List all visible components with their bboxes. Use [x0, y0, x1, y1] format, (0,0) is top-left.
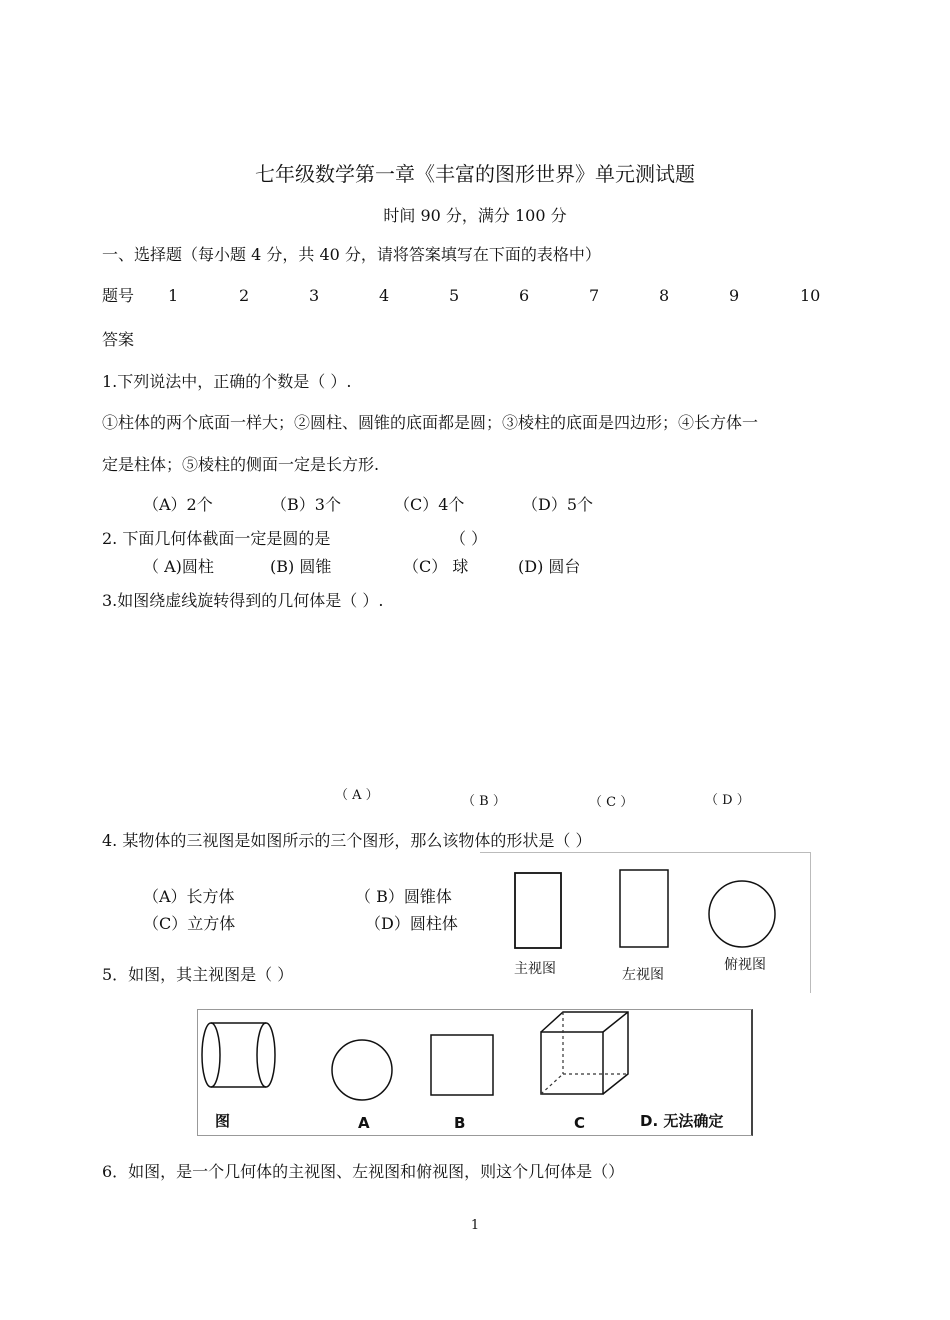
table-col-2: 2 — [239, 286, 250, 305]
q1-option-b: （B）3个 — [271, 495, 341, 514]
option-a-circle — [332, 1040, 392, 1100]
front-view-rect — [515, 873, 561, 948]
q4-stem: 4. 某物体的三视图是如图所示的三个图形，那么该物体的形状是（ ） — [102, 831, 592, 850]
q2-option-a: （ A)圆柱 — [143, 557, 214, 576]
q2-option-d: (D) 圆台 — [518, 557, 581, 576]
page-number: 1 — [470, 1218, 480, 1233]
q1-option-c: （C）4个 — [394, 495, 465, 514]
q5-label-d: D. 无法确定 — [640, 1112, 724, 1130]
q4-three-views-figure — [480, 852, 811, 993]
table-col-7: 7 — [589, 286, 600, 305]
q2-option-b: (B) 圆锥 — [270, 557, 332, 576]
q6-stem: 6．如图，是一个几何体的主视图、左视图和俯视图，则这个几何体是（） — [102, 1162, 625, 1181]
q3-stem: 3.如图绕虚线旋转得到的几何体是（ ）. — [102, 591, 384, 610]
option-c-cube — [541, 1012, 628, 1094]
table-col-8: 8 — [659, 286, 670, 305]
table-col-1: 1 — [168, 286, 179, 305]
q1-line1: ①柱体的两个底面一样大；②圆柱、圆锥的底面都是圆；③棱柱的底面是四边形；④长方体一 — [102, 413, 759, 432]
q5-label-c: C — [574, 1114, 586, 1132]
q4-option-a: （A）长方体 — [143, 887, 235, 906]
q5-label-a: A — [358, 1114, 370, 1132]
q4-option-c: （C）立方体 — [143, 914, 236, 933]
q1-line2: 定是柱体；⑤棱柱的侧面一定是长方形. — [102, 455, 380, 474]
q5-figure — [197, 1009, 753, 1136]
table-col-9: 9 — [729, 286, 740, 305]
table-col-10: 10 — [800, 286, 821, 305]
table-col-3: 3 — [309, 286, 320, 305]
option-b-square — [431, 1035, 493, 1095]
q3-label-b: （ B ） — [462, 794, 506, 809]
top-view-label: 俯视图 — [724, 957, 766, 973]
q2-option-c: （C） 球 — [403, 557, 469, 576]
section-heading: 一、选择题（每小题 4 分，共 40 分，请将答案填写在下面的表格中） — [102, 245, 601, 264]
q2-paren: （ ） — [450, 529, 488, 548]
q3-label-c: （ C ） — [589, 795, 634, 810]
table-col-6: 6 — [519, 286, 530, 305]
page-subtitle: 时间 90 分，满分 100 分 — [383, 206, 567, 225]
front-view-label: 主视图 — [514, 961, 556, 977]
table-row-label-answer: 答案 — [102, 330, 135, 349]
left-view-label: 左视图 — [622, 967, 664, 983]
q5-stem: 5．如图，其主视图是（ ） — [102, 965, 294, 984]
table-row-label-number: 题号 — [102, 286, 135, 305]
page-title: 七年级数学第一章《丰富的图形世界》单元测试题 — [255, 162, 695, 186]
q4-option-d: （D）圆柱体 — [365, 914, 458, 933]
left-view-rect — [620, 870, 668, 947]
q1-stem: 1.下列说法中，正确的个数是（ ）. — [102, 372, 352, 391]
q5-label-b: B — [454, 1114, 466, 1132]
q3-label-a: （ A ） — [335, 788, 379, 803]
q1-option-d: （D）5个 — [522, 495, 594, 514]
cylinder-shape — [202, 1023, 275, 1087]
q2-stem: 2. 下面几何体截面一定是圆的是 — [102, 529, 331, 548]
q5-label-figure: 图 — [215, 1112, 231, 1130]
top-view-circle — [709, 881, 775, 947]
q3-label-d: （ D ） — [705, 793, 750, 808]
table-col-5: 5 — [449, 286, 460, 305]
table-col-4: 4 — [379, 286, 390, 305]
q4-option-b: （ B）圆锥体 — [355, 887, 452, 906]
q1-option-a: （A）2个 — [143, 495, 213, 514]
